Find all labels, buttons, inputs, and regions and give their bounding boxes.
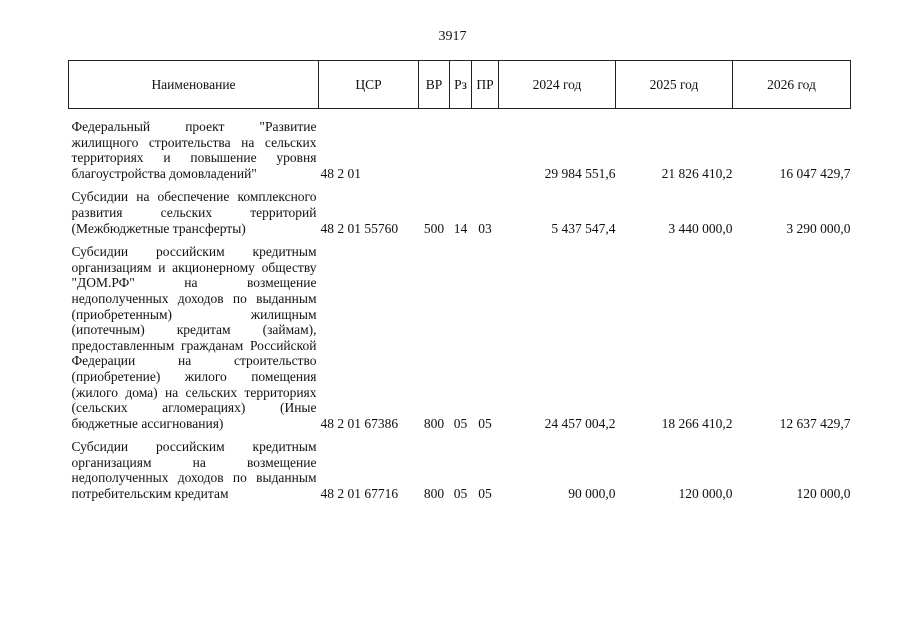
row-2025: 120 000,0: [678, 486, 733, 502]
row-pr: 03: [478, 220, 492, 236]
budget-table: [68, 60, 851, 510]
row-2026: 120 000,0: [796, 486, 851, 502]
row-vr: [419, 109, 450, 190]
row-2026: 12 637 429,7: [779, 415, 851, 431]
row-2024: 29 984 551,6: [544, 165, 616, 181]
row-2026: 16 047 429,7: [779, 165, 851, 181]
header-rz: Рз: [450, 61, 472, 109]
row-rz: [450, 109, 472, 190]
row-csr: 48 2 01 67716: [320, 486, 399, 502]
row-csr: 48 2 01 55760: [320, 220, 399, 236]
table-row: [69, 439, 851, 509]
header-name: Наименование: [69, 61, 319, 109]
row-name: Субсидии на обеспечение комплексного развития сельских территорий (Межбюджетные трансферты): [71, 189, 317, 236]
row-2026: 3 290 000,0: [786, 220, 851, 236]
row-2025: 3 440 000,0: [668, 220, 733, 236]
header-2026: 2026 год: [733, 61, 851, 109]
row-2025: 18 266 410,2: [661, 415, 733, 431]
row-2024: 90 000,0: [568, 486, 616, 502]
page-number: 3917: [438, 29, 467, 44]
row-name: Субсидии российским кредитным организациям на возмещение недополученных доходов по выданным потребительским кредитам: [71, 439, 317, 502]
row-vr: 800: [423, 486, 445, 502]
table-row: [69, 244, 851, 439]
row-csr: 48 2 01 67386: [320, 415, 399, 431]
row-2024: 24 457 004,2: [544, 415, 616, 431]
row-rz: 14: [453, 220, 468, 236]
header-2025: 2025 год: [616, 61, 733, 109]
row-rz: 05: [453, 415, 468, 431]
row-2025: 21 826 410,2: [661, 165, 733, 181]
table-row: [69, 189, 851, 244]
row-pr: 05: [478, 415, 492, 431]
row-name: Федеральный проект "Развитие жилищного строительства на сельских территориях и повышение уровня благоустройства домовладений": [71, 119, 317, 181]
row-name: Субсидии российским кредитным организациям и акционерному обществу "ДОМ.РФ" на возмещение недополученных доходов по выданным (приобретенным) жилищным (ипотечным) кредитам (займам), предоставленным гражданам Российской Федерации на строительство (приобретение) жилого помещения (жилого дома) на сельских территориях (сельских агломерациях) (Иные бюджетные ассигнования): [71, 244, 317, 431]
row-vr: 500: [423, 220, 445, 236]
row-rz: 05: [453, 486, 468, 502]
header-pr: ПР: [472, 61, 499, 109]
row-2024: 5 437 547,4: [551, 220, 616, 236]
table-row: [69, 109, 851, 190]
row-pr: 05: [478, 486, 492, 502]
table-header-row: [69, 61, 851, 109]
row-csr: 48 2 01: [320, 165, 361, 181]
header-2024: 2024 год: [499, 61, 616, 109]
row-vr: 800: [423, 415, 445, 431]
header-vr: ВР: [419, 61, 450, 109]
row-pr: [472, 109, 499, 190]
header-csr: ЦСР: [319, 61, 419, 109]
